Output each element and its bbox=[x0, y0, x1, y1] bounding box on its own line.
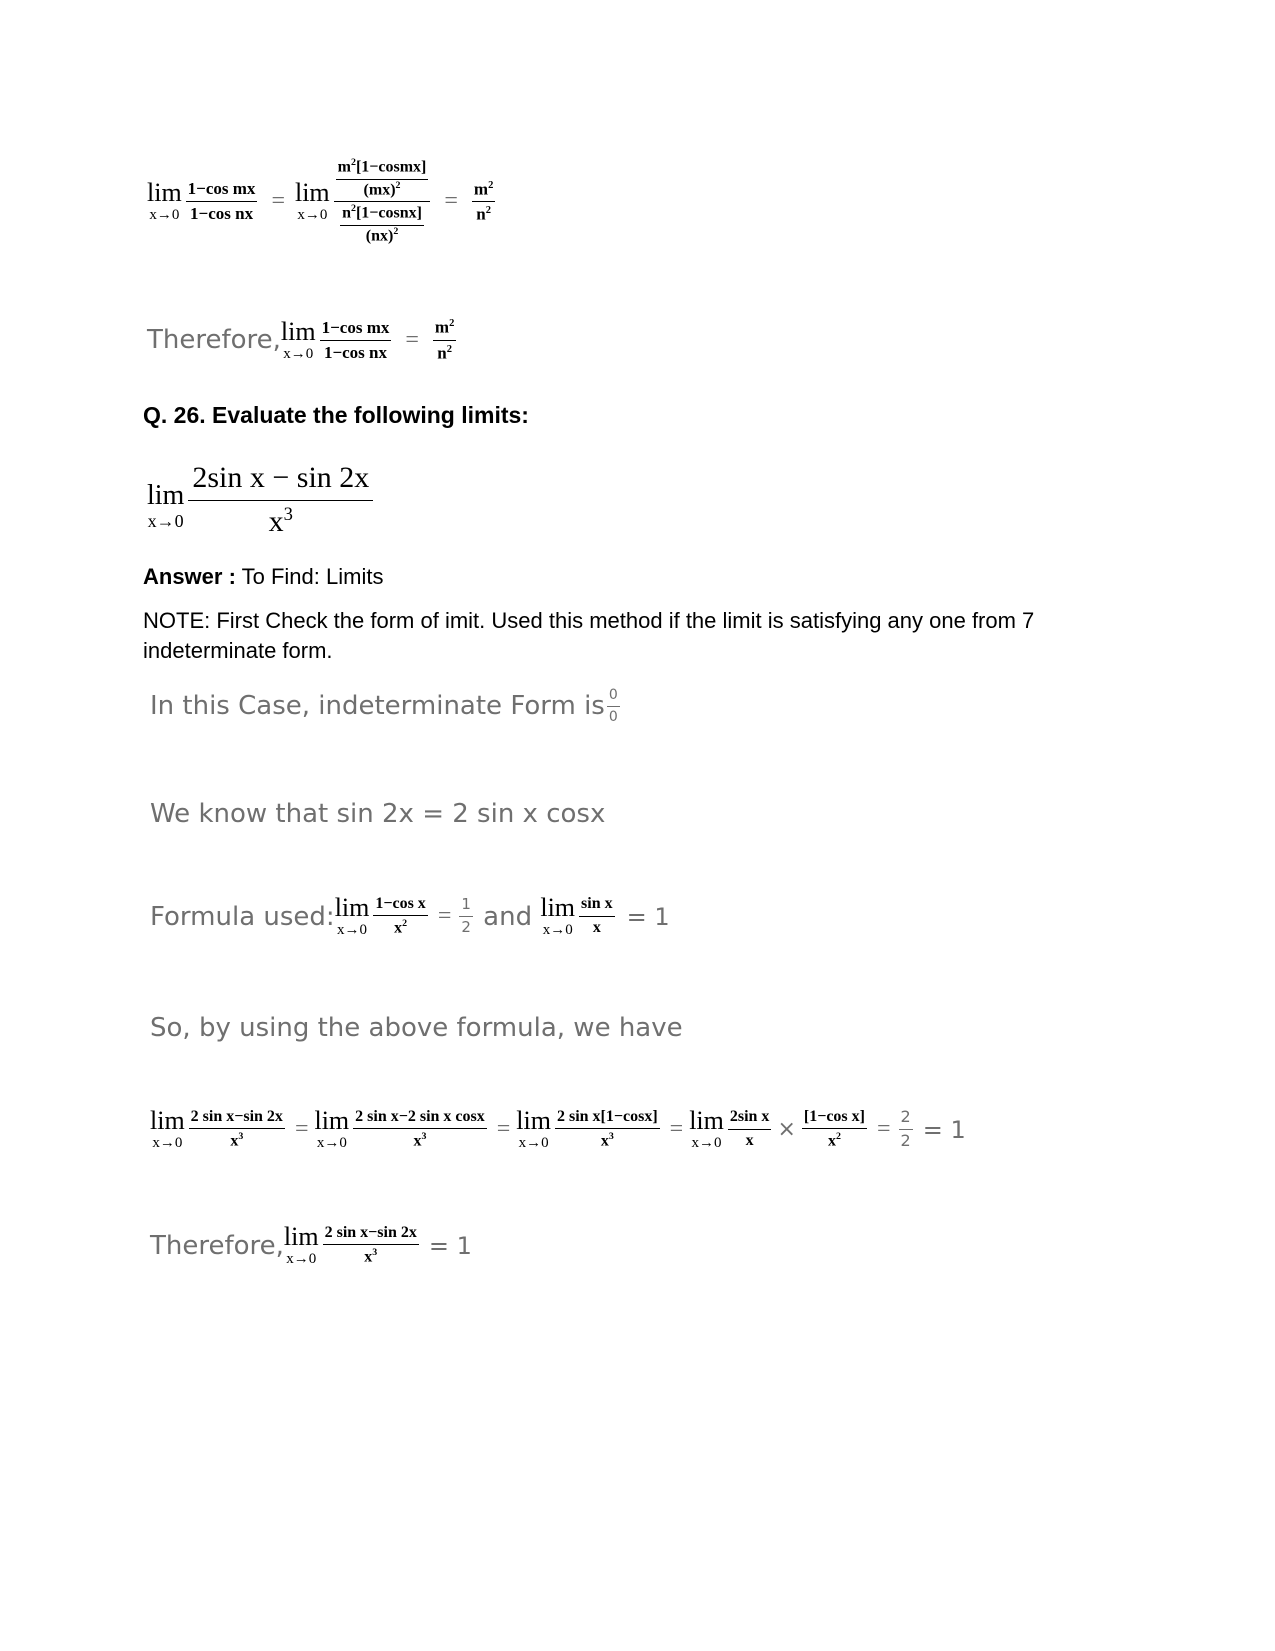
lim-operator: lim x→0 bbox=[689, 1106, 724, 1151]
so-line: So, by using the above formula, we have bbox=[150, 1013, 683, 1043]
equation-derivation: lim x→0 $\frac{\text{2 sin x−sin 2x}}{x^3}$ = lim x→0 $\frac{\text{2 sin x−2 sin x cosx}}{x^3}$ = lim x→0 $\frac{\text{2 sin x[1−cosx]}}{x^3}$ = lim x→0 $\frac{\text{2sin x}}{x}$ × $\frac{\text{[1−cos x]}}{x^2}$ = $\frac{2}{2}$ = 1 bbox=[150, 1106, 966, 1151]
fraction: $\frac{\text{1−cos mx}}{\text{1−cos nx}}$ bbox=[321, 317, 390, 362]
equation-limit-ratio: lim x→0 $\frac{\text{1−cos mx}}{\text{1−cos nx}}$ = lim x→0 $\frac{\frac{m^2[1-cosmx]}{(mx)^2}}{\frac{n^2[1-cosnx]}{(nx)^2}}$ = $\frac{m^2}{n^2}$ bbox=[147, 157, 494, 245]
lhs-fraction: $\frac{\text{1−cos mx}}{\text{1−cos nx}}$ bbox=[187, 179, 256, 224]
lim-operator: lim x→0 bbox=[334, 893, 370, 938]
fraction: $\frac{\text{sin x}}{x}$ bbox=[581, 895, 613, 936]
answer-text: To Find: Limits bbox=[235, 564, 384, 589]
fraction: $\frac{m^2}{n^2}$ bbox=[434, 317, 455, 363]
fraction: $\frac{\text{2 sin x−2 sin x cosx}}{x^3}$ bbox=[355, 1107, 485, 1150]
two-over-two: $\frac{2}{2}$ bbox=[900, 1107, 911, 1150]
lim-operator: lim x→0 bbox=[150, 1106, 185, 1151]
question-expression bbox=[147, 462, 377, 537]
lim-operator: lim x→0 bbox=[280, 316, 316, 362]
fraction: $\frac{\text{2sin x − sin 2x}}{x^3}$ bbox=[188, 462, 373, 537]
lim-operator: lim x→0 bbox=[147, 479, 185, 531]
lim-operator: lim x→0 bbox=[516, 1106, 551, 1151]
lim-operator: lim x→0 bbox=[147, 178, 182, 224]
fraction: $\frac{\text{2 sin x−sin 2x}}{x^3}$ bbox=[324, 1223, 417, 1266]
fraction: $\frac{\text{2sin x}}{x}$ bbox=[729, 1108, 770, 1149]
note-paragraph: NOTE: First Check the form of imit. Used this method if the limit is satisfying any one from 7 indeterminate form. bbox=[143, 608, 1035, 663]
lim-operator: lim x→0 bbox=[540, 893, 576, 938]
formula-used-line: Formula used: lim x→0 $\frac{\text{1−cos x}}{x^2}$ = $\frac{1}{2}$ and lim x→0 $\frac{\text{sin x}}{x}$ = 1 bbox=[150, 893, 670, 938]
fraction: $\frac{\text{1−cos x}}{x^2}$ bbox=[375, 894, 426, 937]
one-half: $\frac{1}{2}$ bbox=[461, 895, 471, 936]
therefore-result-2: Therefore, lim x→0 $\frac{\text{2 sin x−sin 2x}}{x^3}$ = 1 bbox=[150, 1222, 472, 1267]
lim-operator: lim x→0 bbox=[314, 1106, 350, 1151]
therefore-result-1: Therefore, lim x→0 $\frac{\text{1−cos mx}}{\text{1−cos nx}}$ = $\frac{m^2}{n^2}$ bbox=[147, 316, 455, 363]
question-heading: Q. 26. Evaluate the following limits: bbox=[143, 402, 529, 428]
answer-line bbox=[143, 562, 1043, 592]
answer-label: Answer : bbox=[143, 564, 236, 589]
fraction: $\frac{\text{[1−cos x]}}{x^2}$ bbox=[803, 1107, 865, 1150]
zero-over-zero: $\frac{0}{0}$ bbox=[608, 687, 618, 725]
rhs-fraction: $\frac{m^2}{n^2}$ bbox=[473, 179, 494, 224]
lim-operator: lim x→0 bbox=[283, 1222, 319, 1267]
identity-line: We know that sin 2x = 2 sin x cosx bbox=[150, 799, 606, 829]
lim-operator: lim x→0 bbox=[294, 178, 330, 224]
fraction: $\frac{\text{2 sin x[1−cosx]}}{x^3}$ bbox=[556, 1107, 658, 1150]
indeterminate-form-line: In this Case, indeterminate Form is $\frac{0}{0}$ bbox=[150, 687, 618, 725]
compound-fraction: $\frac{\frac{m^2[1-cosmx]}{(mx)^2}}{\frac{n^2[1-cosnx]}{(nx)^2}}$ bbox=[334, 158, 431, 246]
fraction: $\frac{\text{2 sin x−sin 2x}}{x^3}$ bbox=[190, 1107, 283, 1150]
